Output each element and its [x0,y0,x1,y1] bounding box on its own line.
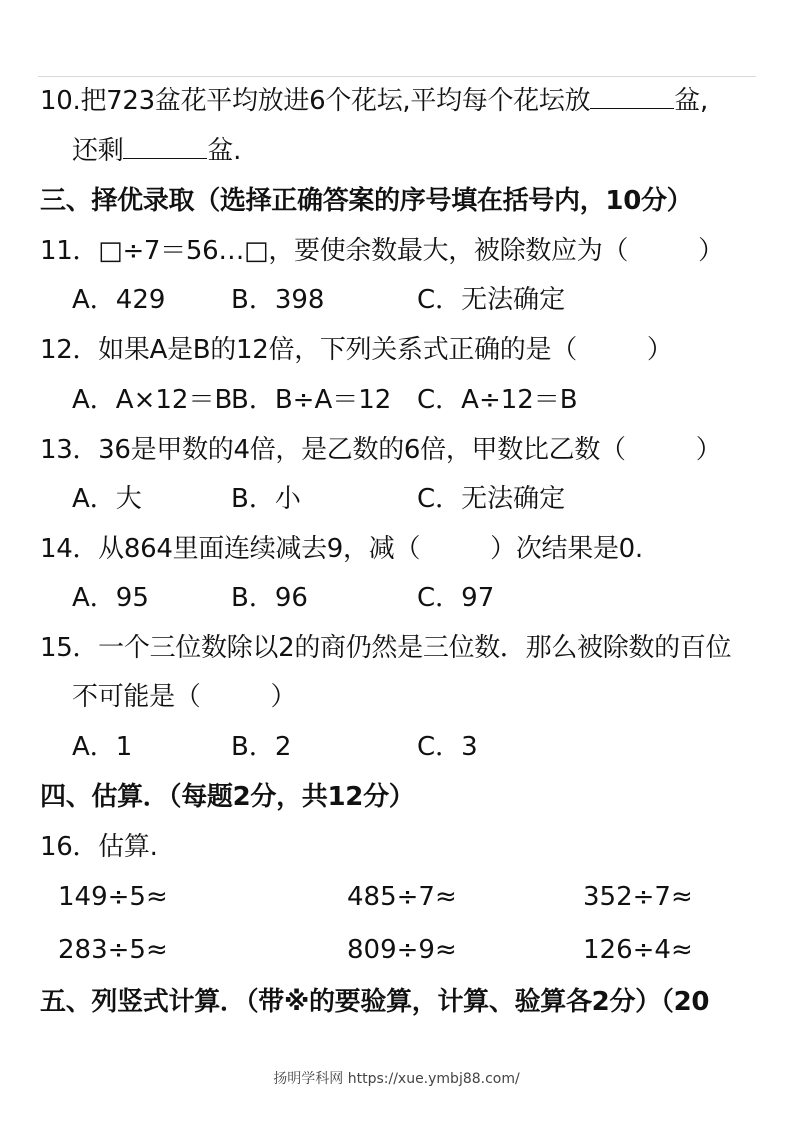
q12-option-a[interactable]: A．A×12＝B [72,385,233,415]
q12-option-c[interactable]: C．A÷12＝B [417,385,578,415]
estimate-item: 149÷5≈ [58,882,168,912]
q11-text: 11．□÷7＝56…□，要使余数最大，被除数应为（ [40,236,629,266]
section-5-title: 五、列竖式计算．（带※的要验算，计算、验算各2分）（20 [40,987,710,1017]
q12-option-b[interactable]: B．B÷A＝12 [231,385,392,415]
q10-blank-1[interactable] [590,84,674,109]
q13-option-a[interactable]: A．大 [72,484,142,514]
estimate-item: 809÷9≈ [347,935,457,965]
q10-unit-2: 盆. [207,136,242,166]
q11-option-b[interactable]: B．398 [231,285,325,315]
q10-text-2: 还剩 [72,136,124,166]
question-14 [40,532,643,566]
q10-blank-2[interactable] [123,134,207,159]
q12-text: 12．如果A是B的12倍，下列关系式正确的是（ [40,335,577,365]
estimate-item: 485÷7≈ [347,882,457,912]
q14-option-b[interactable]: B．96 [231,583,308,613]
estimate-item: 352÷7≈ [583,882,693,912]
estimate-item: 126÷4≈ [583,935,693,965]
estimate-item: 283÷5≈ [58,935,168,965]
q13-option-b[interactable]: B．小 [231,484,301,514]
q12-close: ） [646,335,673,365]
q13-text: 13．36是甲数的4倍，是乙数的6倍，甲数比乙数（ [40,435,626,465]
question-10 [40,84,708,118]
question-16-title: 16．估算. [40,832,158,862]
q14-text: 14．从864里面连续减去9，减（ [40,534,421,564]
question-11 [40,234,724,268]
top-divider [38,76,756,77]
q11-close: ） [698,236,724,266]
q11-option-c[interactable]: C．无法确定 [417,285,566,315]
q15-option-c[interactable]: C．3 [417,732,478,762]
q13-close: ） [695,435,722,465]
section-3-title: 三、择优录取（选择正确答案的序号填在括号内，10分） [40,186,693,216]
page-footer: 扬明学科网 https://xue.ymbj88.com/ [273,1071,520,1087]
q14-option-c[interactable]: C．97 [417,583,495,613]
q10-unit-1: 盆, [674,86,708,116]
q15-text-2: 不可能是（ [72,682,201,712]
question-10-line-2 [72,134,241,168]
question-15-line-2 [72,680,296,714]
q13-option-c[interactable]: C．无法确定 [417,484,566,514]
question-12 [40,333,673,367]
q11-option-a[interactable]: A．429 [72,285,166,315]
q15-option-b[interactable]: B．2 [231,732,292,762]
q15-option-a[interactable]: A．1 [72,732,133,762]
q15-close: ） [270,682,297,712]
section-4-title: 四、估算．（每题2分，共12分） [40,782,415,812]
q14-close: ）次结果是0. [490,534,643,564]
q10-text: 10.把723盆花平均放进6个花坛,平均每个花坛放 [40,86,591,116]
question-13 [40,433,721,467]
q14-option-a[interactable]: A．95 [72,583,149,613]
question-15: 15．一个三位数除以2的商仍然是三位数．那么被除数的百位 [40,633,732,663]
